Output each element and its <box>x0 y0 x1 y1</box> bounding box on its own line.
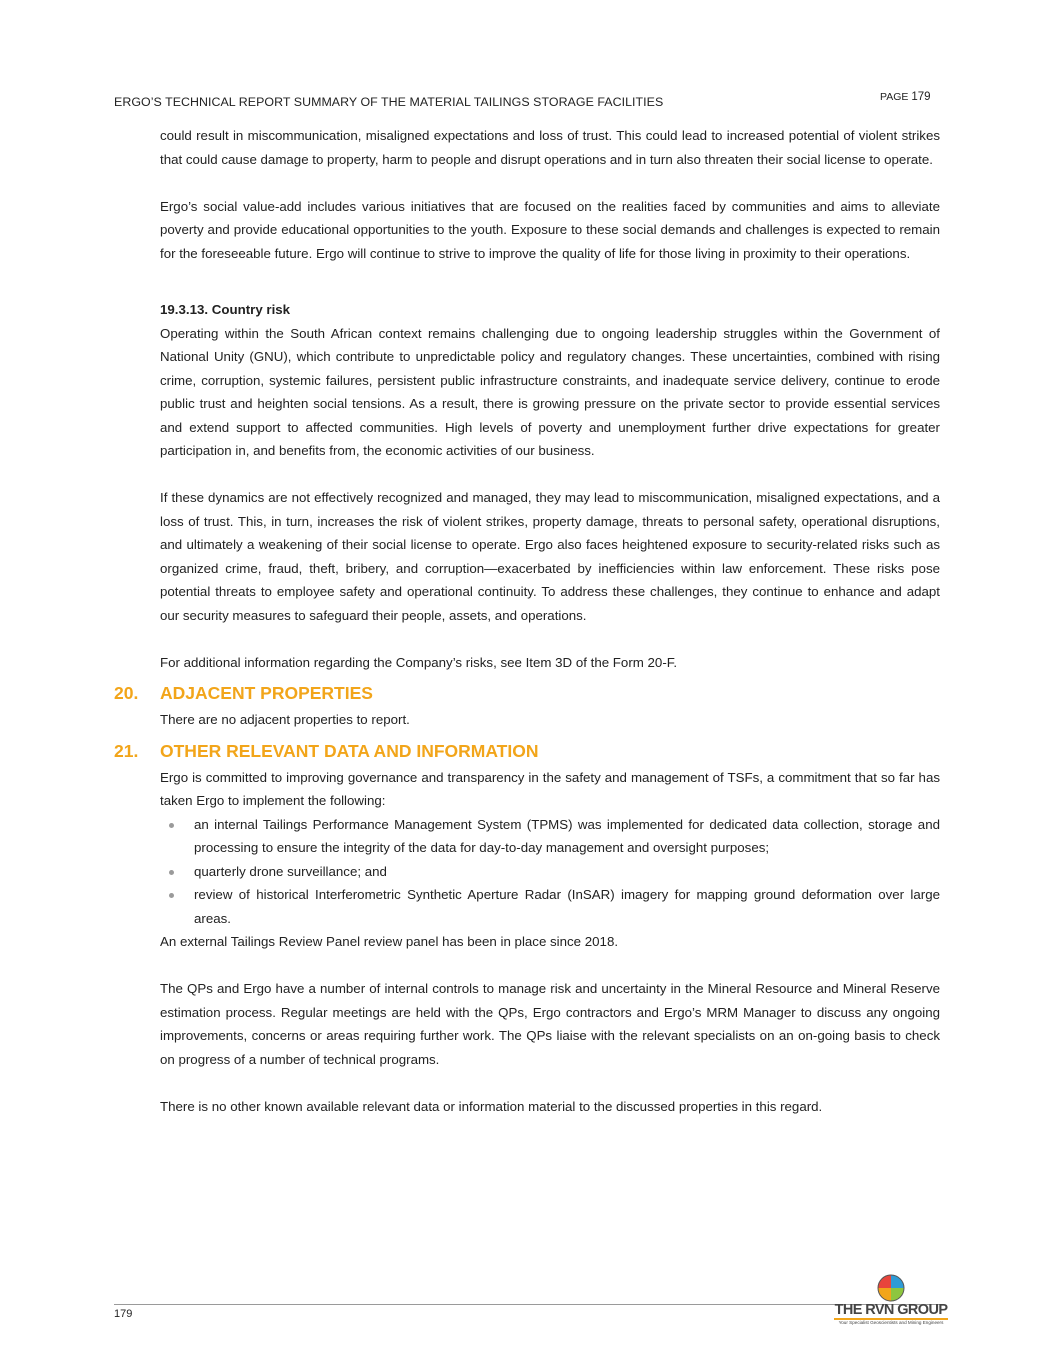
subsection-heading-country-risk: 19.3.13. Country risk <box>160 302 291 317</box>
bullet-dot-icon <box>169 893 174 898</box>
bullet-dot-icon <box>169 870 174 875</box>
bullet-dot-icon <box>169 823 174 828</box>
header-page-label: PAGE <box>880 91 909 103</box>
section-heading-21 <box>114 738 940 766</box>
paragraph-internal-controls: The QPs and Ergo have a number of internal controls to manage risk and uncertainty in the Mineral Resource and Mineral Reserve estimation process. Regular meetings are held with the QPs, Ergo contractors and Ergo’s MRM Manager to discuss any ongoing improvements, concerns or areas requiring further work. The QPs liaise with the relevant specialists on an on-going basis to check on progress of a number of technical programs. <box>160 981 940 1067</box>
paragraph-governance-intro: Ergo is committed to improving governance and transparency in the safety and management of TSFs, a commitment that so far has taken Ergo to implement the following: <box>160 769 940 808</box>
logo-wordmark: THE RVN GROUP <box>834 1302 948 1318</box>
governance-bullet-list <box>160 813 940 931</box>
report-header-title: ERGO’S TECHNICAL REPORT SUMMARY OF THE MATERIAL TAILINGS STORAGE FACILITIES <box>114 95 664 109</box>
section-title-20: ADJACENT PROPERTIES <box>160 683 373 703</box>
section-number-21: 21. <box>114 740 139 761</box>
list-item-text: review of historical Interferometric Synthetic Aperture Radar (InSAR) imagery for mapping ground deformation over large areas. <box>194 887 940 926</box>
rvn-group-logo <box>830 1274 952 1330</box>
list-item-text: quarterly drone surveillance; and <box>194 863 387 879</box>
footer-divider <box>114 1304 941 1305</box>
list-item <box>160 883 940 930</box>
page-content <box>114 124 940 1118</box>
section-title-21: OTHER RELEVANT DATA AND INFORMATION <box>160 740 539 761</box>
paragraph-review-panel: An external Tailings Review Panel review panel has been in place since 2018. <box>160 934 619 949</box>
paragraph-social-risk: could result in miscommunication, misaligned expectations and loss of trust. This could lead to increased potential of violent strikes that could cause damage to property, harm to people and disrupt operations and in turn also threaten their social license to operate. <box>160 128 940 167</box>
logo-pie-icon <box>877 1274 905 1302</box>
paragraph-no-other-data: There is no other known available relevant data or information material to the discussed properties in this regard. <box>160 1098 823 1114</box>
paragraph-social-value: Ergo’s social value-add includes various initiatives that are focused on the realities faced by communities and aims to alleviate poverty and provide educational opportunities to the youth. Exposure to these social demands and challenges is expected to remain for the foreseeable future. Ergo will continue to strive to improve the quality of life for those living in proximity to their operations. <box>160 198 940 261</box>
header-page-number: 179 <box>911 91 931 103</box>
logo-tagline: Your Specialist Geoscientists and Mining Engineers <box>838 1320 944 1325</box>
list-item-text: an internal Tailings Performance Management System (TPMS) was implemented for dedicated data collection, storage and processing to ensure the integrity of the data for day-to-day management and oversight purposes; <box>194 816 940 855</box>
header-page-indicator <box>880 91 931 103</box>
paragraph-country-risk-3: For additional information regarding the Company’s risks, see Item 3D of the Form 20-F. <box>160 654 678 670</box>
paragraph-country-risk-1: Operating within the South African context remains challenging due to ongoing leadership struggles within the Government of National Unity (GNU), which contribute to unpredictable policy and regulatory changes. These uncertainties, combined with rising crime, corruption, systemic failures, persistent public infrastructure constraints, and inadequate service delivery, continue to erode public trust and heighten social tensions. As a result, there is growing pressure on the private sector to provide essential services and extend support to affected communities. High levels of poverty and unemployment further drive expectations for greater participation in, and benefits from, the economic activities of our business. <box>160 325 940 458</box>
section-number-20: 20. <box>114 683 139 703</box>
paragraph-adjacent-properties: There are no adjacent properties to report. <box>160 712 410 727</box>
footer-page-number: 179 <box>114 1308 133 1320</box>
list-item <box>160 813 940 860</box>
list-item <box>160 860 940 884</box>
section-heading-20 <box>114 680 940 708</box>
paragraph-country-risk-2: If these dynamics are not effectively recognized and managed, they may lead to miscommunication, misaligned expectations, and a loss of trust. This, in turn, increases the risk of violent strikes, property damage, threats to personal safety, operational disruptions, and ultimately a weakening of their social license to operate. Ergo also faces heightened exposure to security-related risks such as organized crime, fraud, theft, bribery, and corruption—exacerbated by inefficiencies within law enforcement. These risks pose potential threats to employee safety and operational continuity. To address these challenges, they continue to enhance and adapt our security measures to safeguard their people, assets, and operations. <box>160 490 940 623</box>
